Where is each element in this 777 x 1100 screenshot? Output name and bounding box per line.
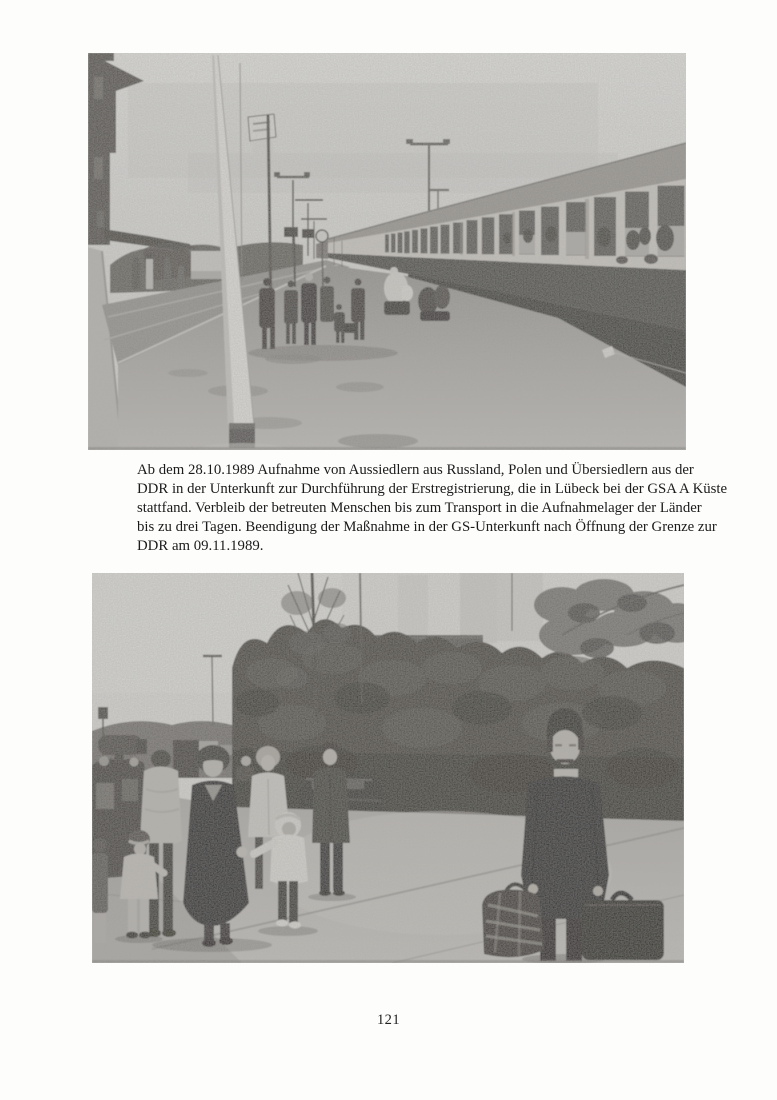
film-grain [88, 53, 686, 450]
caption-line: DDR in der Unterkunft zur Durchführung der Erstregistrierung, die in Lübeck bei der GSA A Küste [137, 481, 728, 497]
caption-line: bis zu drei Tagen. Beendigung der Maßnahme in der GS-Unterkunft nach Öffnung der Grenze zur [137, 519, 717, 535]
photo-train-platform [88, 53, 686, 450]
caption-line: DDR am 09.11.1989. [137, 538, 264, 554]
page-number: 121 [377, 1012, 400, 1028]
photo-people-walking [92, 573, 684, 963]
caption-line: stattfand. Verbleib der betreuten Menschen bis zum Transport in die Aufnahmelager der Länder [137, 500, 702, 516]
film-grain [92, 573, 684, 963]
caption-line: Ab dem 28.10.1989 Aufnahme von Aussiedlern aus Russland, Polen und Übersiedlern aus der [137, 462, 694, 478]
photo-caption [137, 461, 727, 556]
